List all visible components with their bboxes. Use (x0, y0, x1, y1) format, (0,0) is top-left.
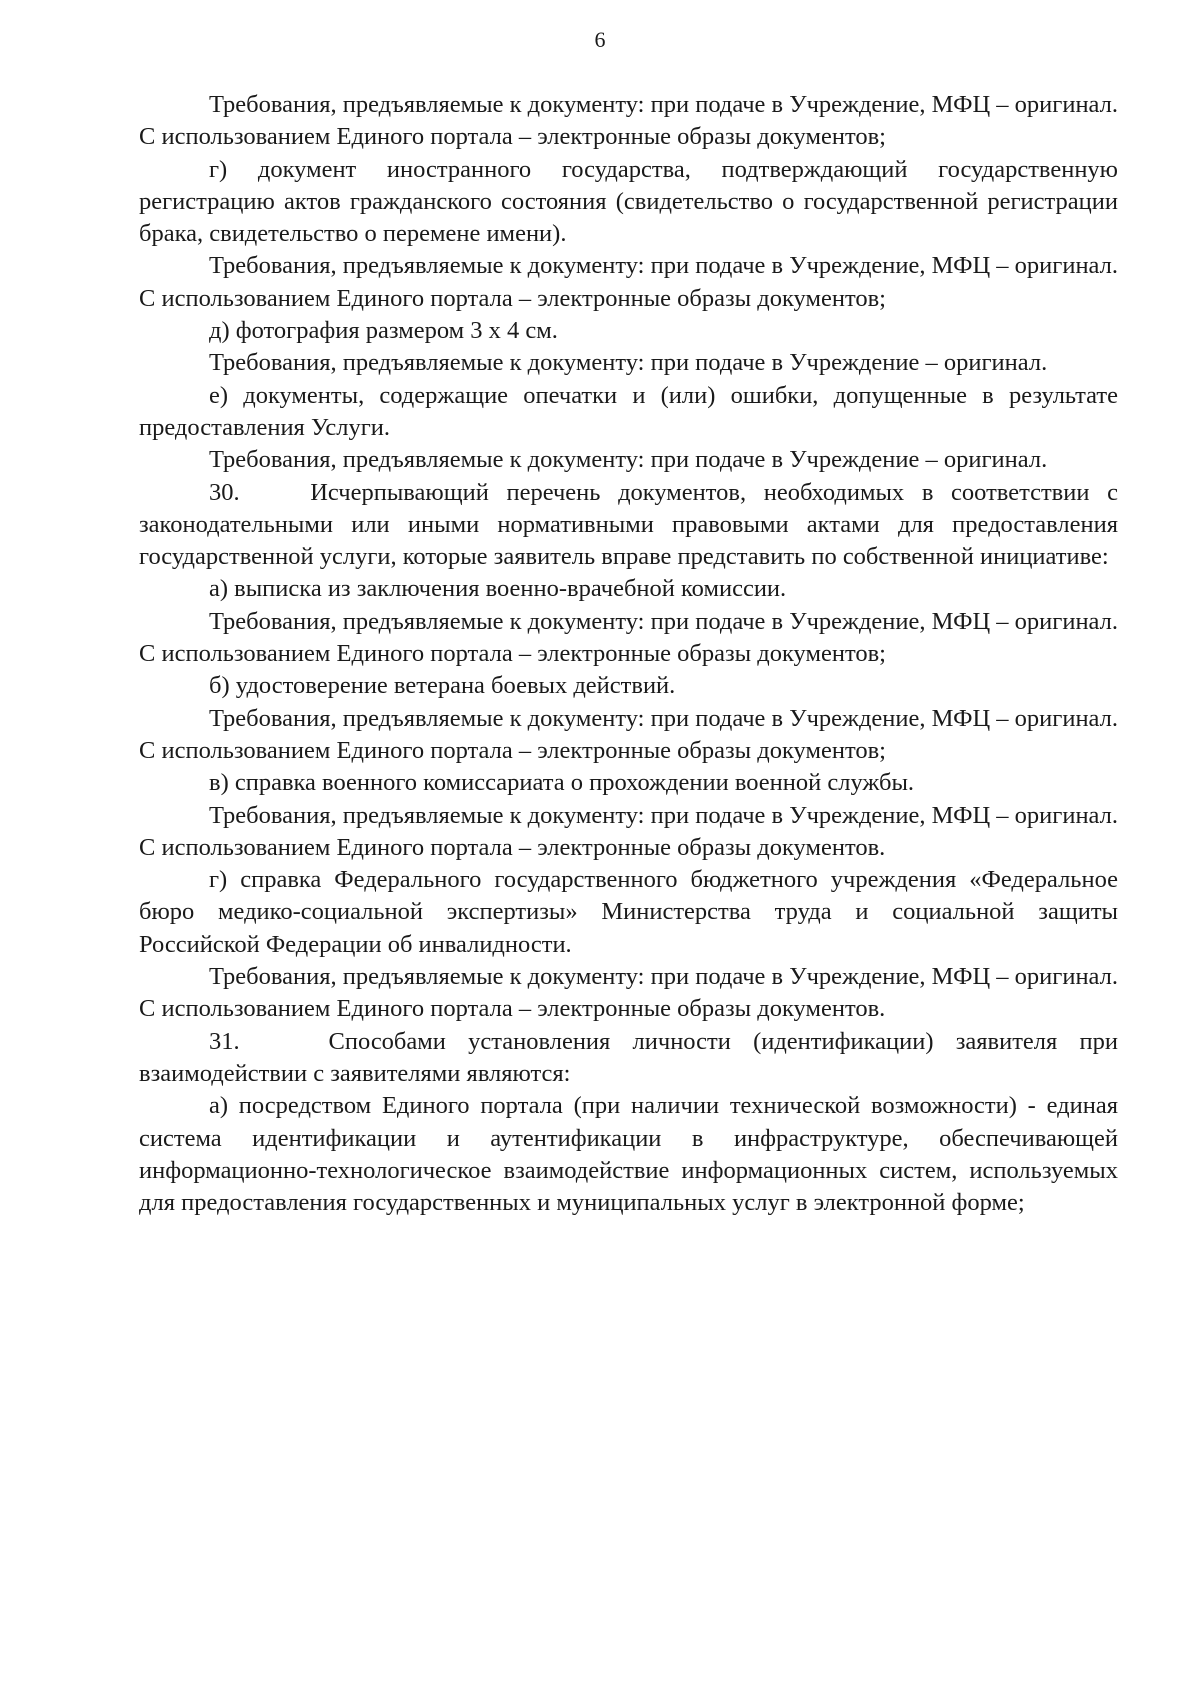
paragraph: Требования, предъявляемые к документу: при подаче в Учреждение – оригинал. (209, 446, 1048, 474)
paragraph: Требования, предъявляемые к документу: при подаче в Учреждение, МФЦ – оригинал. С использованием Единого портала – электронные образы документов; (139, 91, 1118, 151)
paragraph: в) справка военного комиссариата о прохождении военной службы. (209, 769, 915, 797)
paragraph: 31. Способами установления личности (идентификации) заявителя при взаимодействии с заявителями являются: (139, 1027, 1118, 1087)
page-number: 6 (594, 27, 606, 52)
paragraph: г) справка Федерального государственного бюджетного учреждения «Федеральное бюро медико-социальной экспертизы» Министерства труда и социальной защиты Российской Федерации об инвалидности. (139, 866, 1118, 958)
paragraph: Требования, предъявляемые к документу: при подаче в Учреждение, МФЦ – оригинал. С использованием Единого портала – электронные образы документов. (139, 801, 1118, 861)
paragraph: г) документ иностранного государства, подтверждающий государственную регистрацию актов гражданского состояния (свидетельство о государственной регистрации брака, свидетельство о перемене имени). (139, 155, 1118, 248)
document-body (139, 89, 1118, 1219)
paragraph: е) документы, содержащие опечатки и (или) ошибки, допущенные в результате предоставления Услуги. (139, 381, 1118, 441)
paragraph: а) посредством Единого портала (при наличии технической возможности) - единая система идентификации и аутентификации в инфраструктуре, обеспечивающей информационно-технологическое взаимодействие информационных систем, используемых для предоставления государственных и муниципальных услуг в электронной форме; (139, 1092, 1118, 1217)
paragraph: Требования, предъявляемые к документу: при подаче в Учреждение – оригинал. (209, 349, 1048, 377)
paragraph: 30. Исчерпывающий перечень документов, необходимых в соответствии с законодательными или иными нормативными правовыми актами для предоставления государственной услуги, которые заявитель вправе представить по собственной инициативе: (139, 478, 1118, 571)
paragraph: Требования, предъявляемые к документу: при подаче в Учреждение, МФЦ – оригинал. С использованием Единого портала – электронные образы документов; (139, 252, 1118, 312)
paragraph: а) выписка из заключения военно-врачебной комиссии. (209, 575, 787, 603)
paragraph: д) фотография размером 3 х 4 см. (209, 317, 558, 345)
paragraph: б) удостоверение ветерана боевых действий. (209, 672, 676, 700)
paragraph: Требования, предъявляемые к документу: при подаче в Учреждение, МФЦ – оригинал. С использованием Единого портала – электронные образы документов; (139, 704, 1118, 764)
paragraph: Требования, предъявляемые к документу: при подаче в Учреждение, МФЦ – оригинал. С использованием Единого портала – электронные образы документов; (139, 607, 1118, 668)
paragraph: Требования, предъявляемые к документу: при подаче в Учреждение, МФЦ – оригинал. С использованием Единого портала – электронные образы документов. (139, 963, 1118, 1023)
